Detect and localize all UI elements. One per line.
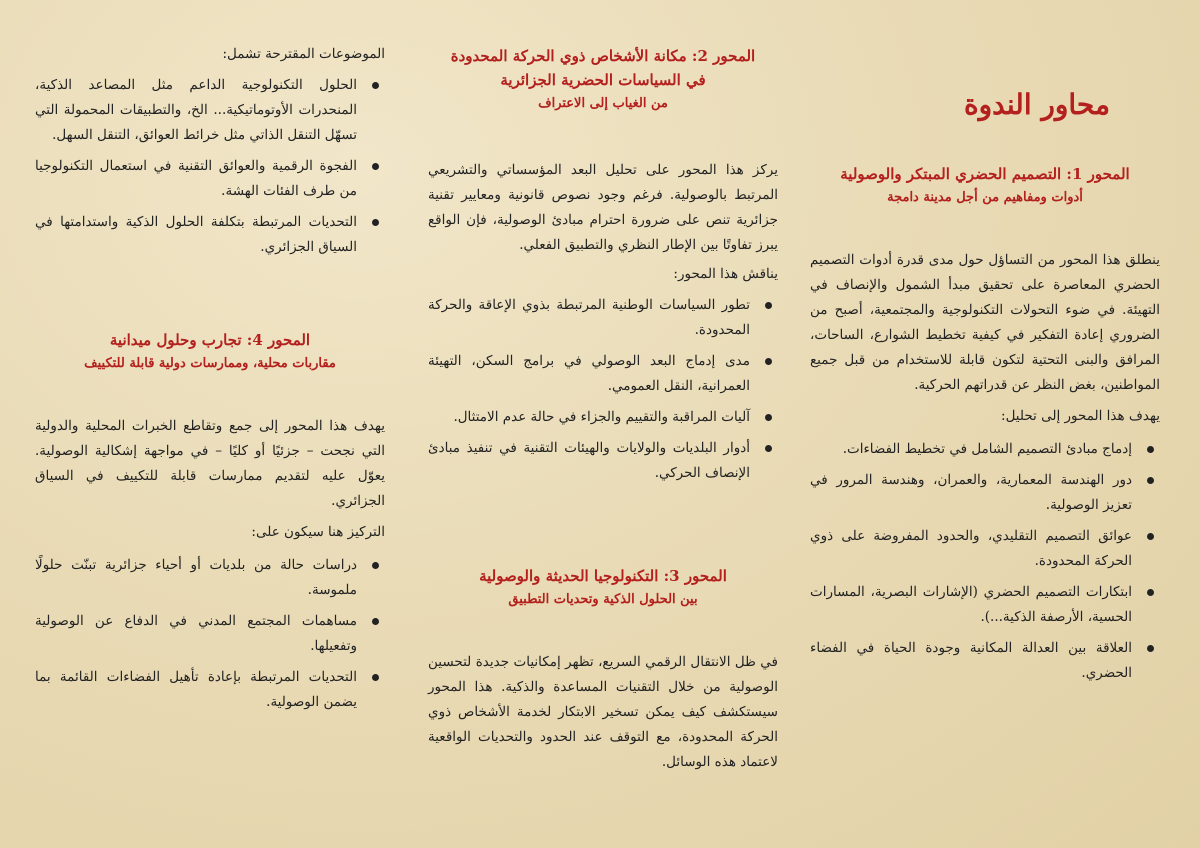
axis3-subtitle: بين الحلول الذكية وتحديات التطبيق [508,592,698,607]
axis3-body [428,650,778,775]
list-item: الفجوة الرقمية والعوائق التقنية في استعمال التكنولوجيا من طرف الفئات الهشة. [35,154,357,204]
axis2-header [428,44,778,116]
axis2-title: المحور 2: مكانة الأشخاص ذوي الحركة المحدودة [450,47,756,65]
list-item: دراسات حالة من بلديات أو أحياء جزائرية تبنّت حلولًا ملموسة. [35,553,357,603]
axis4-header [35,328,385,376]
axis4-subtitle: مقاربات محلية، وممارسات دولية قابلة للتكييف [84,356,336,371]
axis4-title: المحور 4: تجارب وحلول ميدانية [109,331,311,349]
axis1-subtitle: أدوات ومفاهيم من أجل مدينة دامجة [887,190,1083,205]
list-item: إدماج مبادئ التصميم الشامل في تخطيط الفضاءات. [810,437,1132,462]
list-item: دور الهندسة المعمارية، والعمران، وهندسة المرور في تعزيز الوصولية. [810,468,1132,518]
axis4-lead: التركيز هنا سيكون على: [251,524,385,540]
axis2-subtitle: من الغياب إلى الاعتراف [538,96,668,111]
axis2-lead: يناقش هذا المحور: [673,266,778,282]
left-column [35,0,385,848]
topics-section [35,42,385,266]
axis1-paragraph: ينطلق هذا المحور من التساؤل حول مدى قدرة أدوات التصميم الحضري المعاصرة على تحقيق مبدأ الشمول والإنصاف في التهيئة. في ضوء التحولات التكنولوجية والمجتمعية، أصبح من الضروري إعادة التفكير في كيفية تخطيط الشوارع، الساحات، المرافق والبنى التحتية لتكون قابلة للاستخدام من قبل جميع المواطنين، بغض النظر عن قدراتهم الحركية. [810,252,1160,393]
axis2-title-line2: في السياسات الحضرية الجزائرية [500,71,706,89]
axis4-list [35,553,385,715]
axis1-list [810,437,1160,686]
axis3-title: المحور 3: التكنولوجيا الحديثة والوصولية [479,567,727,585]
axis1-title: المحور 1: التصميم الحضري المبتكر والوصولية [840,165,1130,183]
axis3-header [428,564,778,612]
list-item: التحديات المرتبطة بتكلفة الحلول الذكية واستدامتها في السياق الجزائري. [35,210,357,260]
list-item: عوائق التصميم التقليدي، والحدود المفروضة على ذوي الحركة المحدودة. [810,524,1132,574]
axis1-header [810,162,1160,210]
list-item: التحديات المرتبطة بإعادة تأهيل الفضاءات القائمة بما يضمن الوصولية. [35,665,357,715]
axis2-list [428,293,778,486]
topics-lead: الموضوعات المقترحة تشمل: [222,46,385,62]
list-item: أدوار البلديات والولايات والهيئات التقنية في تنفيذ مبادئ الإنصاف الحركي. [428,436,750,486]
axis1-lead: يهدف هذا المحور إلى تحليل: [1001,408,1160,424]
seminar-title: محاور الندوة [963,88,1110,121]
axis2-paragraph: يركز هذا المحور على تحليل البعد المؤسساتي والتشريعي المرتبط بالوصولية. فرغم وجود نصوص قانونية ومعايير تقنية جزائرية تنص على ضرورة احترام مبادئ الوصولية، فإن الواقع يبرز تفاوتًا بين الإطار النظري والتطبيق الفعلي. [428,162,778,253]
right-column [810,0,1160,848]
list-item: تطور السياسات الوطنية المرتبطة بذوي الإعاقة والحركة المحدودة. [428,293,750,343]
topics-list [35,73,385,260]
axis4-paragraph: يهدف هذا المحور إلى جمع وتقاطع الخبرات المحلية والدولية التي نجحت – جزئيًا أو كليًا – في مواجهة إشكالية الوصولية. يعوّل عليه لتقديم ممارسات قابلة للتكييف في السياق الجزائري. [35,418,385,509]
list-item: آليات المراقبة والتقييم والجزاء في حالة عدم الامتثال. [428,405,750,430]
axis4-body [35,414,385,721]
axis2-body [428,158,778,492]
axis3-paragraph: في ظل الانتقال الرقمي السريع، تظهر إمكانيات جديدة لتحسين الوصولية من خلال التقنيات المساعدة والذكية. هذا المحور سيستكشف كيف يمكن تسخير الابتكار لخدمة الأشخاص ذوي الحركة المحدودة، مع التوقف عند الحدود والتحديات الواقعية لاعتماد هذه الوسائل. [428,654,778,770]
list-item: مدى إدماج البعد الوصولي في برامج السكن، التهيئة العمرانية، النقل العمومي. [428,349,750,399]
list-item: ابتكارات التصميم الحضري (الإشارات البصرية، المسارات الحسية، الأرصفة الذكية...). [810,580,1132,630]
list-item: العلاقة بين العدالة المكانية وجودة الحياة في الفضاء الحضري. [810,636,1132,686]
list-item: مساهمات المجتمع المدني في الدفاع عن الوصولية وتفعيلها. [35,609,357,659]
middle-column [428,0,778,848]
axis1-body [810,248,1160,692]
list-item: الحلول التكنولوجية الداعم مثل المصاعد الذكية، المنحدرات الأوتوماتيكية... الخ، والتطبيقات المحمولة التي تسهّل التنقل الذاتي مثل خرائط العوائق، التنقل السهل. [35,73,357,148]
